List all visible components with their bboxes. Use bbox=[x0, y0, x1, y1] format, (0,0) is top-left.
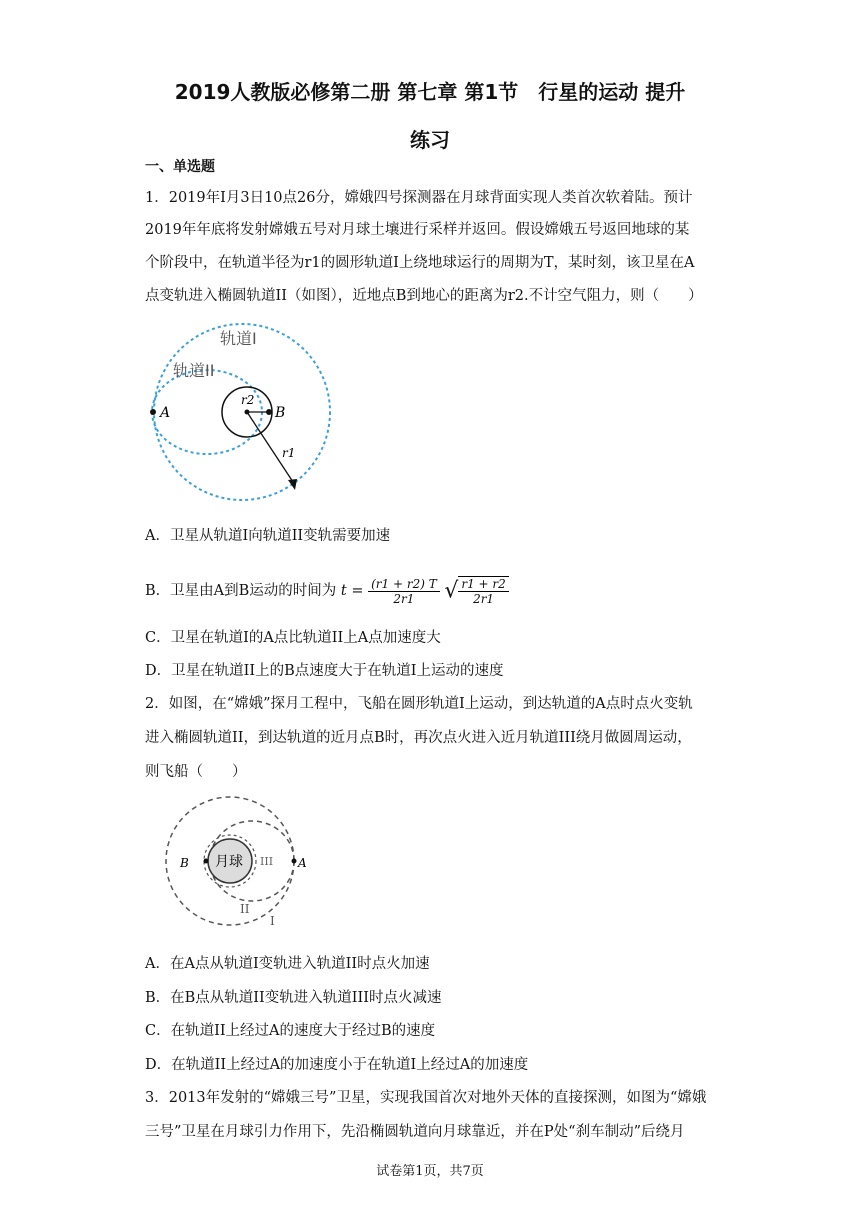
q2-stem-line3: 则飞船（ ） bbox=[145, 764, 247, 780]
q1-option-a: A．卫星从轨道I向轨道II变轨需要加速 bbox=[145, 528, 391, 544]
label-r2: r2 bbox=[241, 393, 255, 407]
label-i: I bbox=[270, 914, 275, 928]
q1-stem-line3: 个阶段中，在轨道半径为r1的圆形轨道I上绕地球运行的周期为T，某时刻，该卫星在A bbox=[145, 255, 695, 271]
q2-stem-line2: 进入椭圆轨道II，到达轨道的近月点B时，再次点火进入近月轨道III绕月做圆周运动， bbox=[145, 730, 692, 746]
label-a: A bbox=[298, 856, 307, 870]
q3-stem-line1: 3．2013年发射的“嫦娥三号”卫星，实现我国首次对地外天体的直接探测，如图为“嫦娥 bbox=[145, 1090, 707, 1106]
q1-stem-line4: 点变轨进入椭圆轨道II（如图），近地点B到地心的距离为r2.不计空气阻力，则（ ） bbox=[145, 288, 703, 304]
q1-option-c: C．卫星在轨道I的A点比轨道II上A点加速度大 bbox=[145, 630, 441, 646]
q1-formula-frac1 bbox=[368, 577, 440, 606]
q1-formula-num2: r1 + r2 bbox=[458, 577, 508, 592]
q1-stem-line1: 1．2019年I月3日10点26分，嫦娥四号探测器在月球背面实现人类首次软着陆。预计 bbox=[145, 190, 693, 206]
q2-option-d: D．在轨道II上经过A的加速度小于在轨道I上经过A的加速度 bbox=[145, 1057, 529, 1073]
section-heading: 一、单选题 bbox=[145, 159, 215, 175]
q2-option-b: B．在B点从轨道II变轨进入轨道III时点火减速 bbox=[145, 990, 442, 1006]
q1-stem-line2: 2019年年底将发射嫦娥五号对月球土壤进行采样并返回。假设嫦娥五号返回地球的某 bbox=[145, 222, 690, 238]
q1-formula-den1: 2r1 bbox=[393, 591, 415, 606]
label-r1: r1 bbox=[282, 446, 296, 460]
label-moon: 月球 bbox=[215, 854, 243, 870]
q1-option-b-text: B．卫星由A到B运动的时间为 bbox=[145, 583, 337, 599]
q1-option-b: B．卫星由A到B运动的时间为 t = $\frac{(r1 + r2) T}{2r1}$ √ $\frac{r1 + r2}{2r1}$ bbox=[145, 576, 509, 606]
q1-formula-den2: 2r1 bbox=[473, 592, 495, 606]
q1-formula-num1: (r1 + r2) T bbox=[368, 577, 440, 592]
label-orbit2: 轨道II bbox=[173, 361, 215, 380]
label-a: A bbox=[160, 405, 171, 421]
q2-stem-line1: 2．如图，在“嫦娥”探月工程中，飞船在圆形轨道I上运动，到达轨道的A点时点火变轨 bbox=[145, 696, 693, 712]
label-iii: III bbox=[260, 855, 274, 868]
point-b bbox=[266, 409, 272, 415]
q2-moon-figure bbox=[160, 793, 320, 933]
point-a bbox=[150, 409, 156, 415]
page-title: 2019人教版必修第二册 第七章 第1节 行星的运动 提升 bbox=[174, 80, 686, 104]
q2-option-a: A．在A点从轨道I变轨进入轨道II时点火加速 bbox=[145, 956, 430, 972]
label-b: B bbox=[180, 856, 189, 870]
q2-option-c: C．在轨道II上经过A的速度大于经过B的速度 bbox=[145, 1023, 436, 1039]
label-orbit1: 轨道I bbox=[220, 329, 257, 348]
q1-option-d: D．卫星在轨道II上的B点速度大于在轨道I上运动的速度 bbox=[145, 663, 504, 679]
label-b: B bbox=[275, 405, 286, 421]
orbit1-circle bbox=[154, 324, 330, 500]
q1-formula-t: t = bbox=[340, 583, 364, 599]
q1-formula-frac2 bbox=[458, 576, 508, 606]
q3-stem-line2: 三号”卫星在月球引力作用下，先沿椭圆轨道向月球靠近，并在P处“刹车制动”后绕月 bbox=[145, 1124, 685, 1140]
page-title-continued: 练习 bbox=[410, 128, 450, 152]
q1-orbit-figure bbox=[145, 322, 345, 502]
page-footer: 试卷第1页，共7页 bbox=[376, 1164, 484, 1179]
label-ii: II bbox=[240, 902, 250, 916]
